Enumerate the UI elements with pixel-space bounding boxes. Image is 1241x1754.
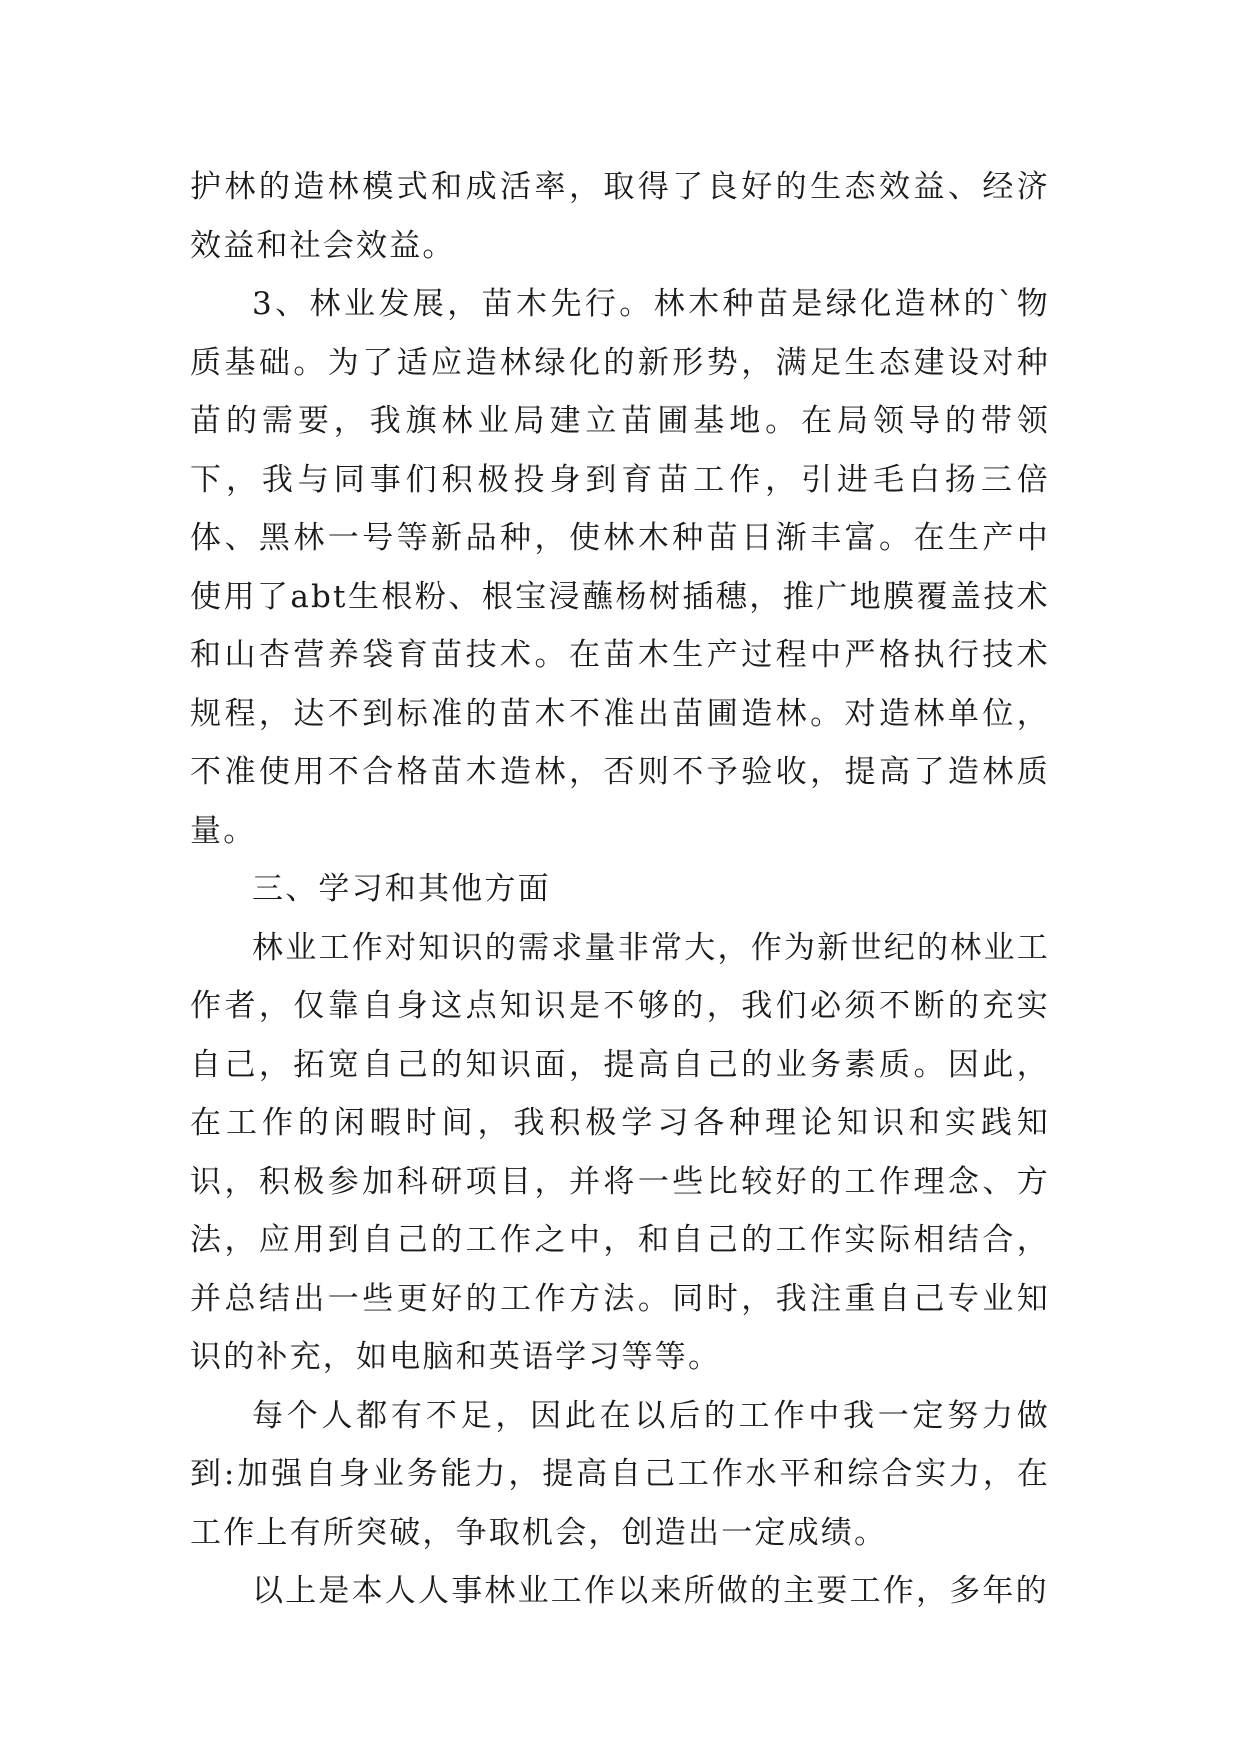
- paragraph-continuation: 护林的造林模式和成活率，取得了良好的生态效益、经济效益和社会效益。: [190, 169, 1050, 264]
- document-body: [190, 158, 1050, 1621]
- section-heading-study: 三、学习和其他方面: [252, 871, 551, 907]
- paragraph-improvement: 每个人都有不足，因此在以后的工作中我一定努力做到:加强自身业务能力，提高自己工作水平和综合实力，在工作上有所突破，争取机会，创造出一定成绩。: [190, 1397, 1050, 1551]
- paragraph-study: 林业工作对知识的需求量非常大，作为新世纪的林业工作者，仅靠自身这点知识是不够的，我们必须不断的充实自己，拓宽自己的知识面，提高自己的业务素质。因此，在工作的闲暇时间，我积极学习各种理论知识和实践知识，积极参加科研项目，并将一些比较好的工作理念、方法，应用到自己的工作之中，和自己的工作实际相结合，并总结出一些更好的工作方法。同时，我注重自己专业知识的补充，如电脑和英语学习等等。: [190, 929, 1050, 1375]
- paragraph-seedlings: 3、林业发展，苗木先行。林木种苗是绿化造林的`物质基础。为了适应造林绿化的新形势，满足生态建设对种苗的需要，我旗林业局建立苗圃基地。在局领导的带领下，我与同事们积极投身到育苗工作，引进毛白扬三倍体、黑林一号等新品种，使林木种苗日渐丰富。在生产中使用了abt生根粉、根宝浸蘸杨树插穗，推广地膜覆盖技术和山杏营养袋育苗技术。在苗木生产过程中严格执行技术规程，达不到标准的苗木不准出苗圃造林。对造林单位，不准使用不合格苗木造林，否则不予验收，提高了造林质量。: [190, 286, 1050, 849]
- paragraph-summary: 以上是本人人事林业工作以来所做的主要工作，多年的: [252, 1573, 1049, 1609]
